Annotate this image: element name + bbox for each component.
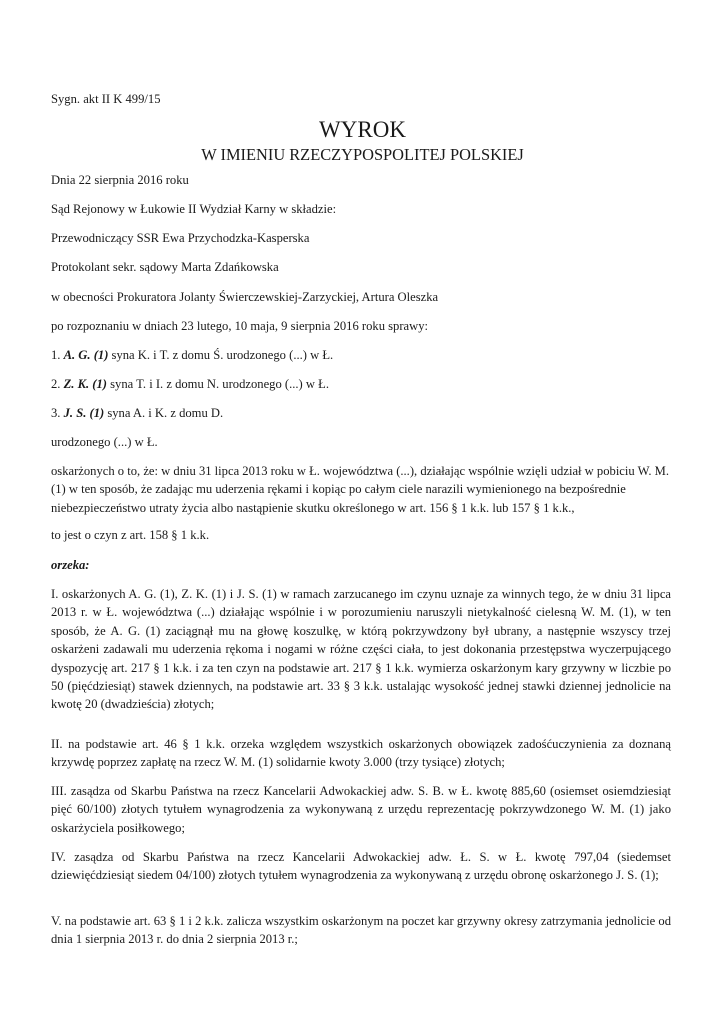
prosecutor-presence: w obecności Prokuratora Jolanty Świerczewskiej-Zarzyckiej, Artura Oleszka <box>51 290 439 304</box>
charge-article: to jest o czyn z art. 158 § 1 k.k. <box>51 528 210 542</box>
court-composition: Sąd Rejonowy w Łukowie II Wydział Karny w składzie: <box>51 202 337 216</box>
defendant-number: 2. <box>51 377 61 391</box>
charge-description: oskarżonych o to, że: w dniu 31 lipca 2013 roku w Ł. województwa (...), działając wspólnie wzięli udział w pobiciu W. M. (1) w ten sposób, że zadając mu uderzenia rękami i kopiąc po całym ciele narazili wymienionego na bezpośrednie niebezpieczeństwo utraty życia albo nastąpienie skutku określonego w art. 156 § 1 k.k. lub 157 § 1 k.k., <box>51 464 669 515</box>
defendant-name: A. G. (1) <box>63 348 109 362</box>
verdict-point-3: III. zasądza od Skarbu Państwa na rzecz Kancelarii Adwokackiej adw. S. B. w Ł. kwotę 885,60 (osiemset osiemdziesiąt pięć 60/100) złotych tytułem wynagrodzenia za wykonywaną z urzędu reprezentację pokrzywdzonego W. M. (1) jako oskarżyciela posiłkowego; <box>51 784 671 835</box>
defendant-number: 1. <box>51 348 61 362</box>
defendant-name: Z. K. (1) <box>63 377 107 391</box>
defendant-details: syna T. i I. z domu N. urodzonego (...) w Ł. <box>110 377 329 391</box>
verdict-point-1: I. oskarżonych A. G. (1), Z. K. (1) i J. S. (1) w ramach zarzucanego im czynu uznaje za winnych tego, że w dniu 31 lipca 2013 r. w Ł. województwa (...) działając wspólnie i w porozumieniu naruszyli nietykalność cielesną W. M. (1), w ten sposób, że A. G. (1) zaciągnął mu na głowę koszulkę, w którą pokrzywdzony był ubrany, a następnie wszyscy trzej oskarżeni zadawali mu uderzenia rękoma i nogami w różne części ciała, to jest dokonania przestępstwa wyczerpującego dyspozycję art. 217 § 1 k.k. i za ten czyn na podstawie art. 217 § 1 k.k. wymierza oskarżonym kary grzywny w liczbie po 50 (pięćdziesiąt) stawek dziennych, na podstawie art. 33 § 3 k.k. ustalając wysokość jednej stawki dziennej jednolicie na kwotę 20 (dwadzieścia) złotych; <box>51 587 671 712</box>
case-signature: Sygn. akt II K 499/15 <box>51 92 161 106</box>
presiding-judge: Przewodniczący SSR Ewa Przychodzka-Kasperska <box>51 231 310 245</box>
hearing-dates: po rozpoznaniu w dniach 23 lutego, 10 maja, 9 sierpnia 2016 roku sprawy: <box>51 319 429 333</box>
defendant-name: J. S. (1) <box>63 406 105 420</box>
defendant-details: syna K. i T. z domu Ś. urodzonego (...) w Ł. <box>111 348 334 362</box>
verdict-point-5: V. na podstawie art. 63 § 1 i 2 k.k. zalicza wszystkim oskarżonym na poczet kar grzywny okresy zatrzymania jednolicie od dnia 1 sierpnia 2013 r. do dnia 2 sierpnia 2013 r.; <box>51 914 671 947</box>
defendant-2 <box>51 375 671 393</box>
verdict-date: Dnia 22 sierpnia 2016 roku <box>51 173 189 187</box>
defendant-3 <box>51 404 671 422</box>
document-subtitle: W IMIENIU RZECZYPOSPOLITEJ POLSKIEJ <box>201 145 524 164</box>
defendant-1 <box>51 346 671 364</box>
defendant-details: syna A. i K. z domu D. <box>107 406 224 420</box>
document-title: WYROK <box>319 117 406 142</box>
verdict-heading: orzeka: <box>51 558 90 572</box>
defendant-3-birthplace: urodzonego (...) w Ł. <box>51 435 158 449</box>
verdict-point-2: II. na podstawie art. 46 § 1 k.k. orzeka względem wszystkich oskarżonych obowiązek zadośćuczynienia za doznaną krzywdę poprzez zapłatę na rzecz W. M. (1) solidarnie kwoty 3.000 (trzy tysiące) złotych; <box>51 737 671 770</box>
defendant-number: 3. <box>51 406 61 420</box>
court-clerk: Protokolant sekr. sądowy Marta Zdańkowska <box>51 260 279 274</box>
verdict-point-4: IV. zasądza od Skarbu Państwa na rzecz Kancelarii Adwokackiej adw. Ł. S. w Ł. kwotę 797,04 (siedemset dziewięćdziesiąt siedem 04/100) złotych tytułem wynagrodzenia za wykonywaną z urzędu obronę oskarżonego J. S. (1); <box>51 850 671 883</box>
